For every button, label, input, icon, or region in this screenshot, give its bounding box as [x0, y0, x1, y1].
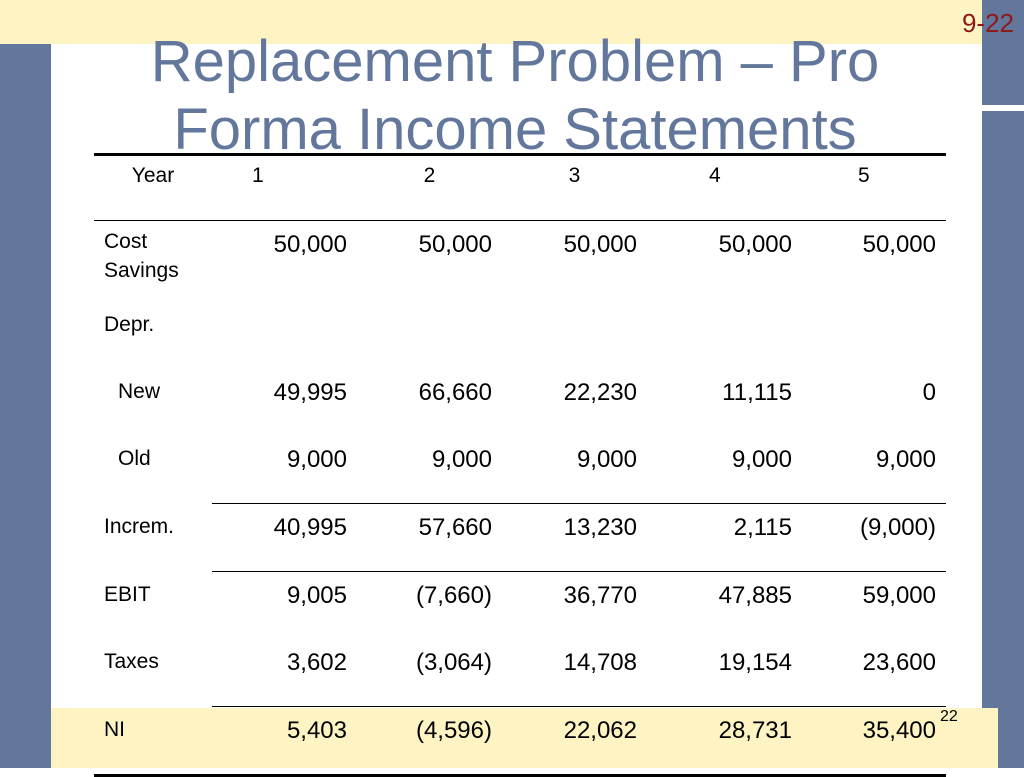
row-label: Depr.	[104, 313, 155, 336]
table-cell: 11,115	[722, 379, 792, 406]
table-cell: 49,995	[273, 379, 347, 406]
row-label: Old	[118, 447, 151, 470]
left-frame-accent	[0, 0, 34, 44]
slide-number-top: 9-22	[961, 8, 1014, 38]
income-statement-table	[94, 153, 946, 777]
table-row	[94, 504, 946, 572]
table-cell: (9,000)	[802, 504, 946, 572]
table-cell: (4,596)	[357, 707, 502, 776]
row-label: Taxes	[104, 650, 159, 673]
table-cell	[802, 306, 946, 369]
header-cell: 1	[212, 155, 357, 221]
table-cell: 13,230	[502, 504, 647, 572]
header-cell: 2	[357, 155, 502, 221]
row-label: EBIT	[104, 582, 151, 606]
table-cell: (3,064)	[415, 649, 492, 676]
table-cell	[502, 306, 647, 369]
table-cell: 23,600	[862, 649, 936, 676]
right-frame-bar	[982, 0, 1024, 768]
header-cell: 5	[802, 155, 946, 221]
left-frame-bar	[0, 0, 51, 768]
table-row	[94, 369, 946, 436]
table-cell: 35,400	[802, 707, 946, 776]
table-cell: 9,000	[731, 446, 792, 473]
table-cell: 50,000	[647, 221, 802, 307]
table-cell: 50,000	[802, 221, 946, 307]
table-cell: 19,154	[718, 649, 792, 676]
header-cell: Year	[94, 155, 212, 221]
table-cell: 28,731	[647, 707, 802, 776]
table-cell: 57,660	[357, 504, 502, 572]
table-row	[94, 306, 946, 369]
table-cell	[647, 306, 802, 369]
table-cell: 9,005	[212, 572, 357, 640]
table-cell: 59,000	[802, 572, 946, 640]
table-cell: 9,000	[286, 446, 347, 473]
table-cell: 22,230	[563, 379, 637, 406]
table-cell: 9,000	[431, 446, 492, 473]
table-cell: 3,602	[286, 649, 347, 676]
table-row	[94, 572, 946, 640]
table-cell: 36,770	[502, 572, 647, 640]
table-cell: 40,995	[212, 504, 357, 572]
slide-title-line1: Replacement Problem – Pro	[150, 29, 880, 94]
table-cell: (7,660)	[357, 572, 502, 640]
slide-number-bottom: 22	[940, 708, 958, 725]
table-cell: 47,885	[647, 572, 802, 640]
header-cell: 4	[647, 155, 802, 221]
row-label: Increm.	[104, 514, 175, 538]
table-cell: 22,062	[502, 707, 647, 776]
row-label: New	[118, 380, 161, 403]
table-cell: 9,000	[576, 446, 637, 473]
table-cell: 2,115	[647, 504, 802, 572]
table-cell	[212, 306, 357, 369]
table-cell: 0	[922, 379, 936, 406]
table-row	[94, 707, 946, 776]
table-cell: 50,000	[212, 221, 357, 307]
slide-title-line2: Forma Income Statements	[173, 97, 857, 162]
table-cell: 50,000	[357, 221, 502, 307]
table-cell: 50,000	[502, 221, 647, 307]
row-label: Cost Savings	[94, 221, 212, 307]
table-row	[94, 639, 946, 707]
row-label: NI	[94, 707, 212, 776]
table-header-row	[94, 155, 946, 221]
header-cell: 3	[502, 155, 647, 221]
slide-title	[60, 28, 970, 164]
table-row	[94, 221, 946, 307]
table-cell	[357, 306, 502, 369]
table-row	[94, 436, 946, 504]
table-cell: 5,403	[212, 707, 357, 776]
table-cell: 14,708	[563, 649, 637, 676]
right-frame-divider	[982, 105, 1024, 111]
table-cell: 9,000	[875, 446, 936, 473]
table-cell: 66,660	[418, 379, 492, 406]
